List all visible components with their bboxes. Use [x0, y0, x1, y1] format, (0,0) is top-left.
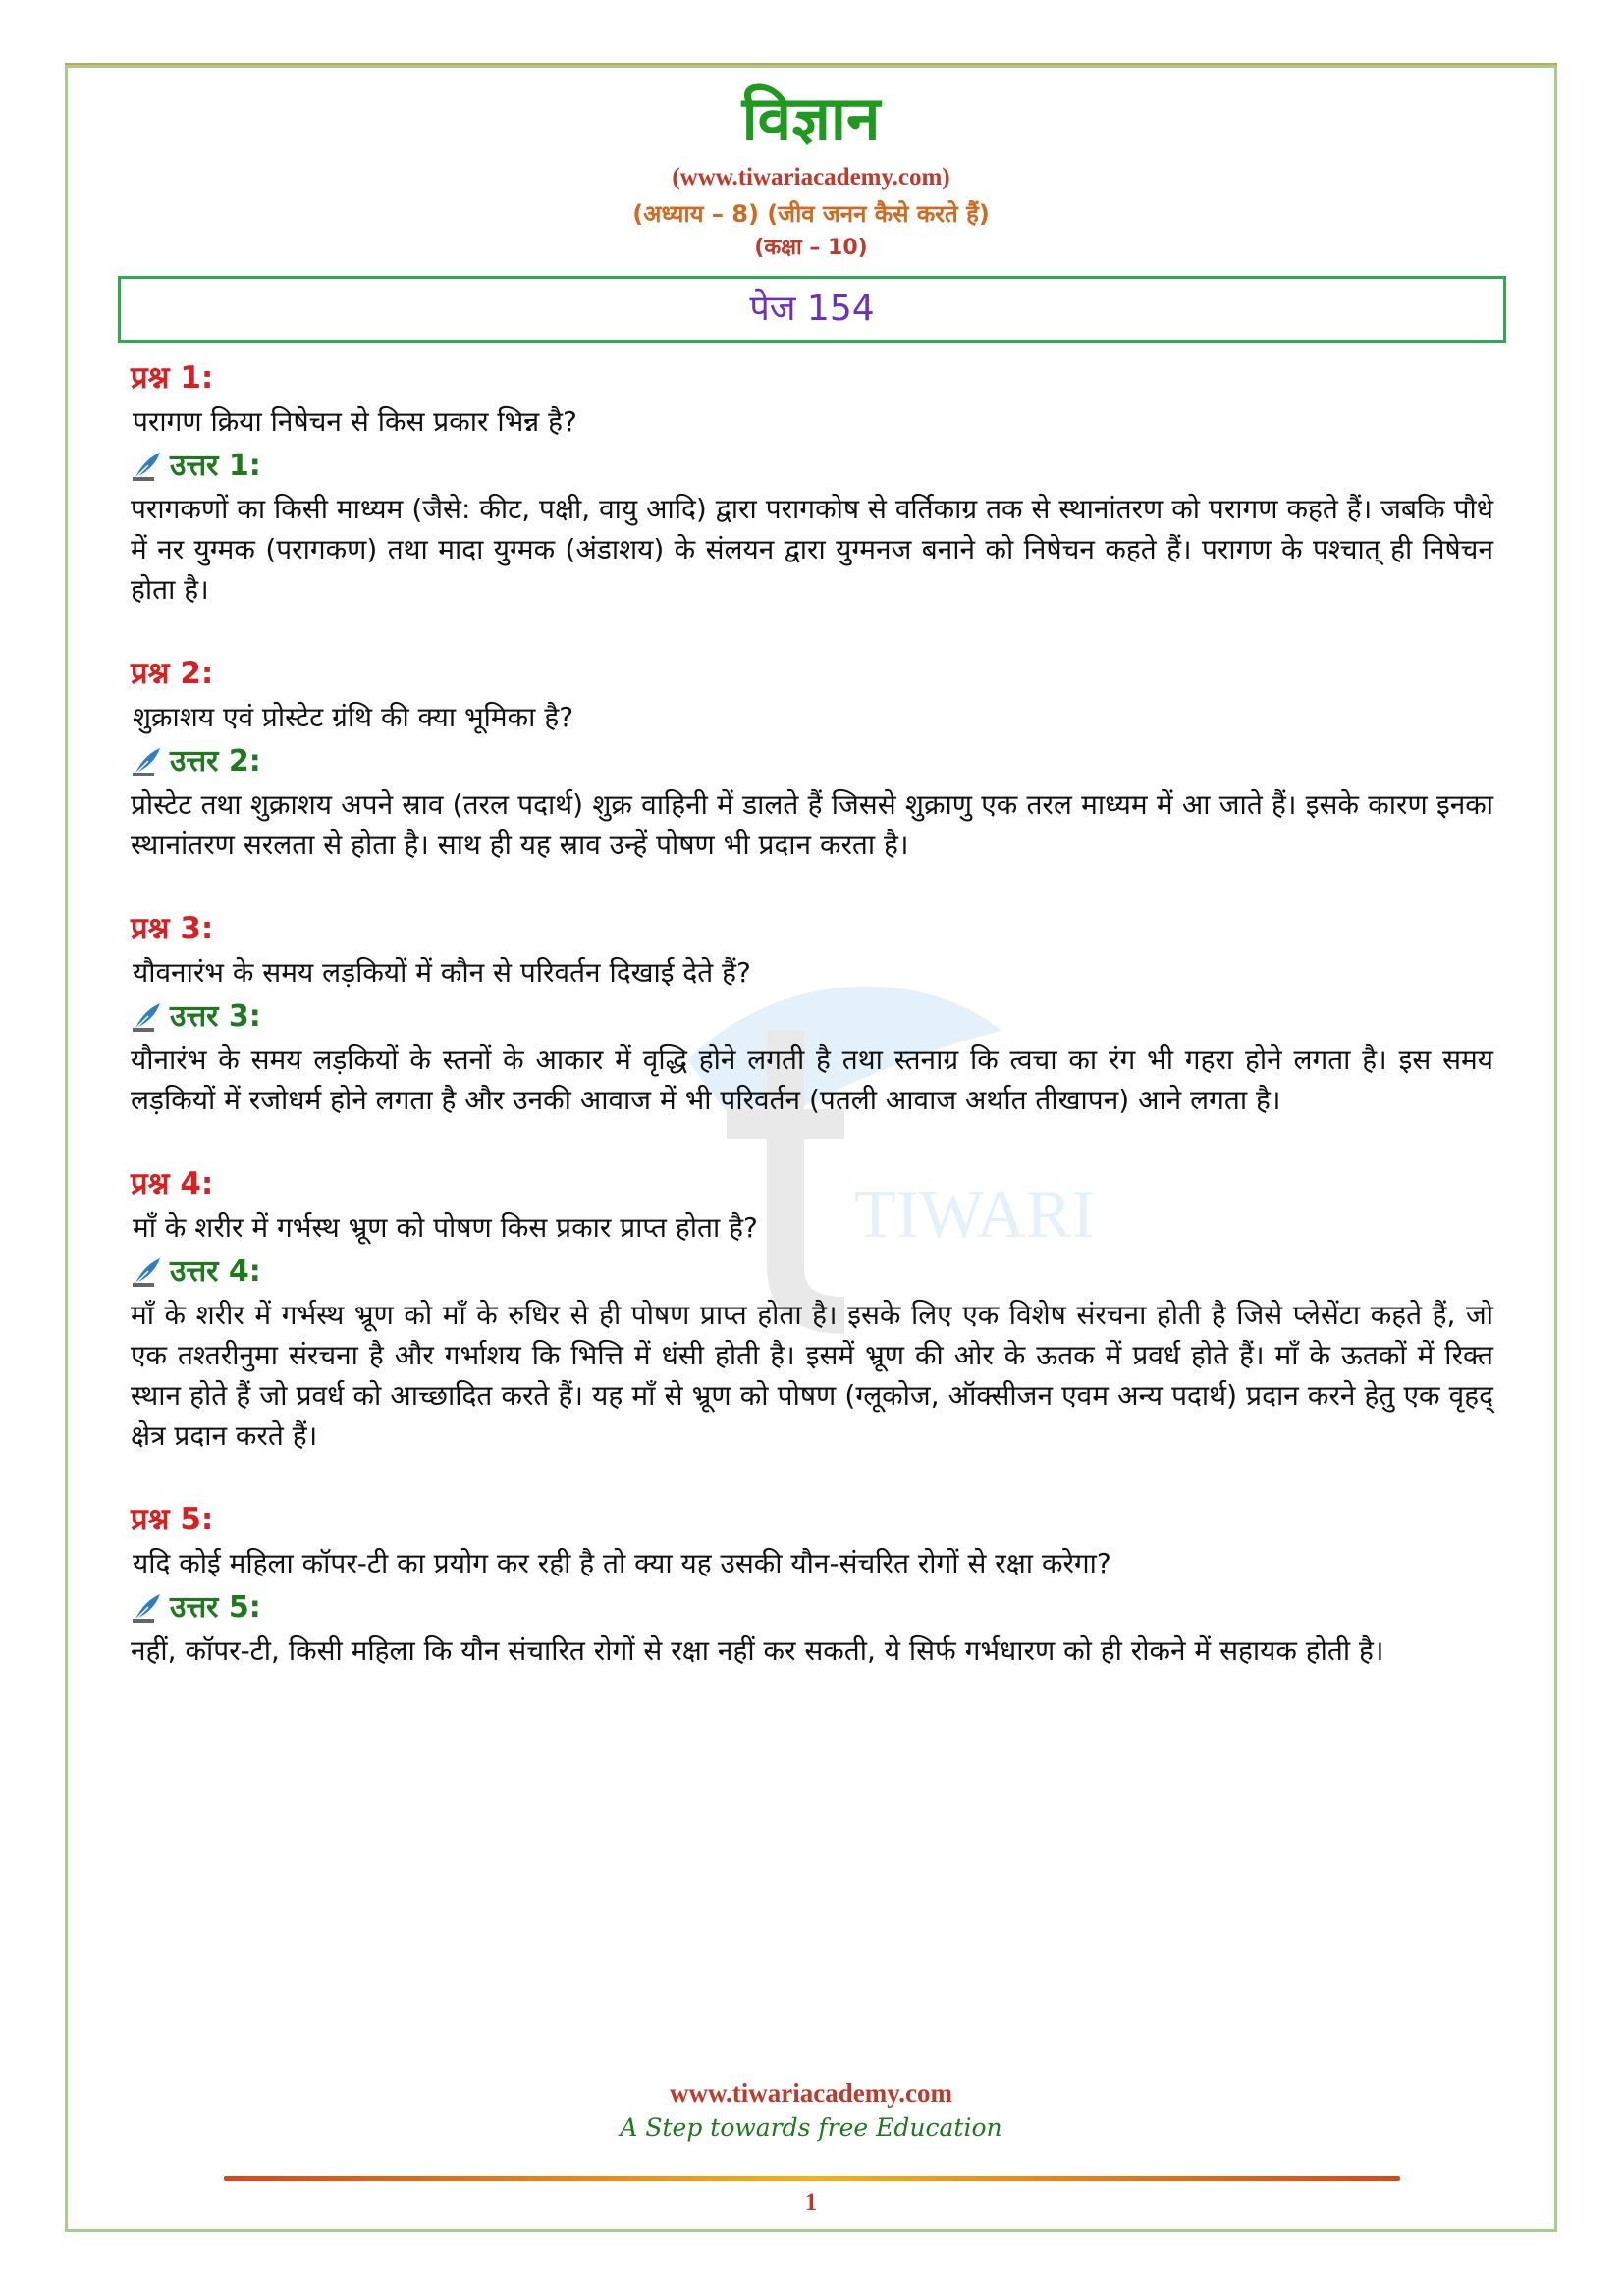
chapter-line: (अध्याय – 8) (जीव जनन कैसे करते हैं)	[632, 200, 990, 228]
feather-pen-icon	[131, 1000, 164, 1034]
qa-item	[131, 651, 1493, 865]
question-label: प्रश्न 4:	[131, 1166, 214, 1201]
feather-pen-icon	[131, 745, 164, 778]
answer-label: उत्तर 1:	[170, 449, 261, 483]
answer-label: उत्तर 3:	[170, 999, 261, 1034]
footer-divider	[224, 2176, 1400, 2181]
page-box-label: पेज 154	[749, 289, 875, 329]
question-text: यदि कोई महिला कॉपर-टी का प्रयोग कर रही है तो क्या यह उसकी यौन-संचरित रोगों से रक्षा करेगा?	[133, 1547, 1111, 1579]
answer-heading	[131, 739, 1493, 784]
feather-pen-icon	[131, 1255, 164, 1289]
class-line: (कक्षा – 10)	[754, 236, 868, 260]
feather-pen-icon	[131, 1591, 164, 1625]
answer-label: उत्तर 2:	[170, 744, 261, 778]
watermark-text: TIWARI	[854, 1177, 1095, 1253]
site-url[interactable]: (www.tiwariacademy.com)	[672, 164, 950, 190]
answer-heading	[131, 1585, 1493, 1630]
qa-content	[131, 355, 1493, 1712]
question-label: प्रश्न 1:	[131, 360, 214, 396]
answer-heading	[131, 1250, 1493, 1295]
answer-text: परागकणों का किसी माध्यम (जैसे: कीट, पक्षी, वायु आदि) द्वारा परागकोष से वर्तिकाग्र तक से स्थानांतरण को परागण कहते हैं। जबकि पौधे में नर युग्मक (परागकण) तथा मादा युग्मक (अंडाशय) के संलयन द्वारा युग्मनज बनाने को निषेचन कहते हैं। परागण के पश्चात् ही निषेचन होता है।	[131, 493, 1493, 606]
qa-list	[131, 355, 1493, 1671]
question-label: प्रश्न 2:	[131, 656, 214, 691]
footer	[65, 2075, 1557, 2146]
question-text: माँ के शरीर में गर्भस्थ भ्रूण को पोषण किस प्रकार प्राप्त होता है?	[133, 1211, 758, 1244]
answer-text: प्रोस्टेट तथा शुक्राशय अपने स्राव (तरल पदार्थ) शुक्र वाहिनी में डालते हैं जिससे शुक्राणु एक तरल माध्यम में आ जाते हैं। इसके कारण इनका स्थानांतरण सरलता से होता है। साथ ही यह स्राव उन्हें पोषण भी प्रदान करता है।	[131, 788, 1493, 861]
question-text: यौवनारंभ के समय लड़कियों में कौन से परिवर्तन दिखाई देते हैं?	[133, 956, 751, 988]
answer-heading	[131, 994, 1493, 1040]
question-label: प्रश्न 5:	[131, 1502, 214, 1537]
qa-item	[131, 355, 1493, 610]
answer-text: यौनारंभ के समय लड़कियों के स्तनों के आकार में वृद्धि होने लगती है तथा स्तनाग्र कि त्वचा का रंग भी गहरा होने लगता है। इस समय लड़कियों में रजोधर्म होने लगता है और उनकी आवाज में भी परिवर्तन (पतली आवाज अर्थात तीखापन) आने लगता है।	[131, 1043, 1493, 1116]
answer-text: नहीं, कॉपर-टी, किसी महिला कि यौन संचारित रोगों से रक्षा नहीं कर सकती, ये सिर्फ गर्भधारण को ही रोकने में सहायक होती है।	[131, 1634, 1384, 1667]
footer-url[interactable]: www.tiwariacademy.com	[670, 2078, 952, 2108]
qa-item	[131, 1497, 1493, 1671]
page-title: विज्ञान	[741, 82, 881, 154]
question-label: प्रश्न 3:	[131, 911, 214, 946]
answer-label: उत्तर 4:	[170, 1255, 261, 1289]
header	[65, 77, 1557, 263]
feather-pen-icon	[131, 450, 164, 483]
qa-item	[131, 1161, 1493, 1456]
page-number-box	[118, 276, 1506, 343]
footer-tagline: A Step towards free Education	[620, 2113, 1002, 2142]
question-text: शुक्राशय एवं प्रोस्टेट ग्रंथि की क्या भूमिका है?	[133, 701, 574, 733]
answer-text: माँ के शरीर में गर्भस्थ भ्रूण को माँ के रुधिर से ही पोषण प्राप्त होता है। इसके लिए एक विशेष संरचना होती है जिसे प्लेसेंटा कहते हैं, जो एक तश्तरीनुमा संरचना है और गर्भाशय कि भित्ति में धंसी होती है। इसमें भ्रूण की ओर के ऊतक में प्रवर्ध होते हैं। माँ के ऊतकों में रिक्त स्थान होते हैं जो प्रवर्ध को आच्छादित करते हैं। यह माँ से भ्रूण को पोषण (ग्लूकोज, ऑक्सीजन एवम अन्य पदार्थ) प्रदान करने हेतु एक वृहद् क्षेत्र प्रदान करते हैं।	[131, 1299, 1493, 1452]
qa-item	[131, 906, 1493, 1120]
answer-heading	[131, 444, 1493, 489]
question-text: परागण क्रिया निषेचन से किस प्रकार भिन्न है?	[133, 405, 577, 438]
answer-label: उत्तर 5:	[170, 1590, 261, 1625]
page-number: 1	[804, 2189, 818, 2216]
